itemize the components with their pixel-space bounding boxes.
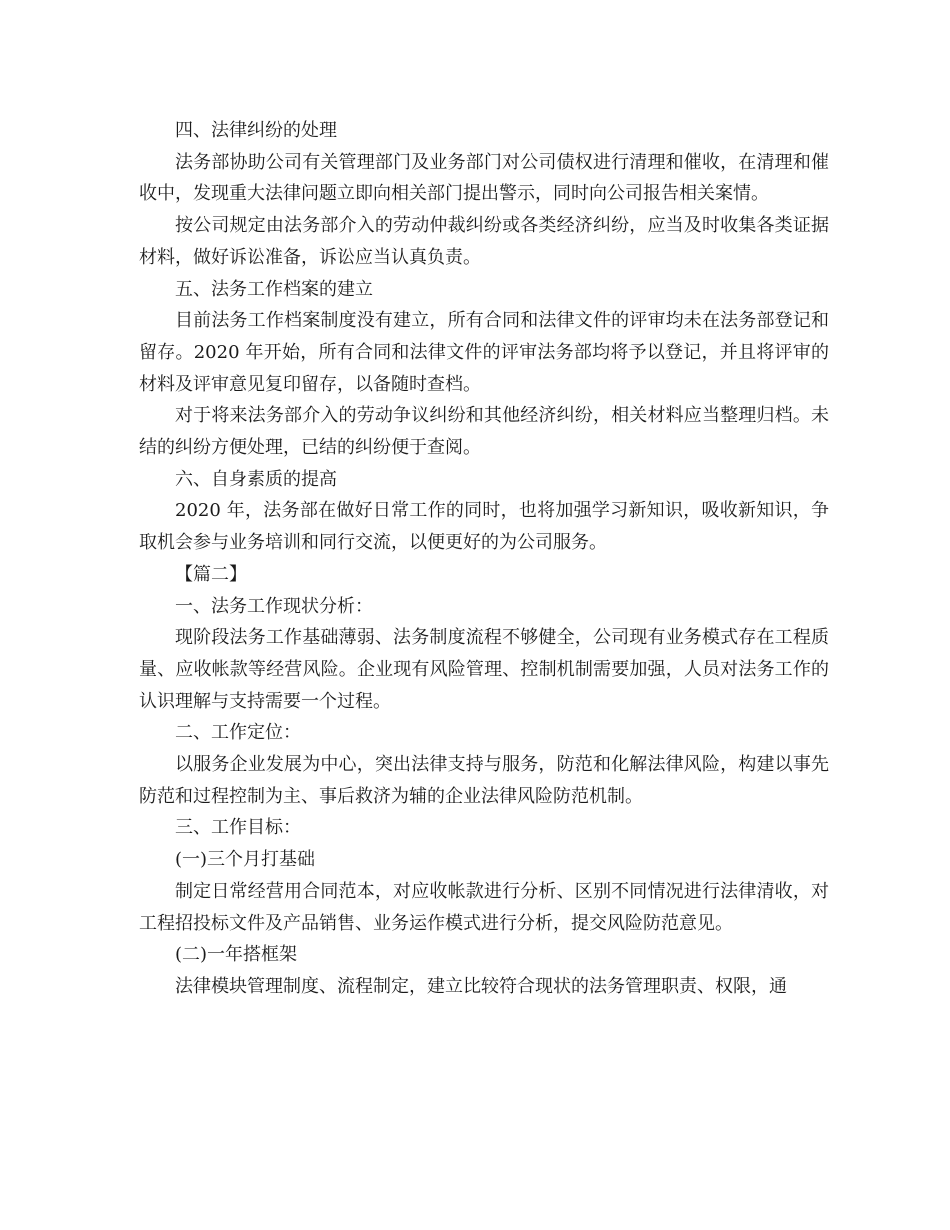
chapter-heading-part-two: 【篇二】 [175,563,247,585]
section-heading-legal-disputes: 四、法律纠纷的处理 [175,120,337,141]
subsection-heading-three-months: (一)三个月打基础 [175,849,316,871]
paragraph: 法务部协助公司有关管理部门及业务部门对公司债权进行清理和催收，在清理和催收中，发现重大法律问题立即向相关部门提出警示，同时向公司报告相关案情。 [139,151,829,205]
paragraph: 以服务企业发展为中心，突出法律支持与服务，防范和化解法律风险，构建以事先防范和过程控制为主、事后救济为辅的企业法律风险防范机制。 [139,754,829,807]
subsection-heading-one-year: (二)一年搭框架 [175,944,298,966]
paragraph: 2020 年，法务部在做好日常工作的同时，也将加强学习新知识，吸收新知识，争取机会参与业务培训和同行交流，以便更好的为公司服务。 [139,500,829,554]
section-heading-positioning: 二、工作定位： [175,722,301,744]
paragraph: 目前法务工作档案制度没有建立，所有合同和法律文件的评审均未在法务部登记和留存。2020 年开始，所有合同和法律文件的评审法务部均将予以登记，并且将评审的材料及评审意见复印留存，以备随时查档。 [139,310,829,395]
document-body [139,115,829,1003]
paragraph: 按公司规定由法务部介入的劳动仲裁纠纷或各类经济纠纷，应当及时收集各类证据材料，做好诉讼准备，诉讼应当认真负责。 [139,215,829,268]
paragraph: 对于将来法务部介入的劳动争议纠纷和其他经济纠纷，相关材料应当整理归档。未结的纠纷方便处理，已结的纠纷便于查阅。 [139,405,829,459]
section-heading-status-analysis: 一、法务工作现状分析： [175,595,373,617]
paragraph: 法律模块管理制度、流程制定，建立比较符合现状的法务管理职责、权限，通 [175,975,787,997]
section-heading-self-improvement: 六、自身素质的提高 [175,468,337,490]
paragraph: 制定日常经营用合同范本，对应收帐款进行分析、区别不同情况进行法律清收，对工程招投标文件及产品销售、业务运作模式进行分析，提交风险防范意见。 [139,880,829,934]
section-heading-archives: 五、法务工作档案的建立 [175,278,373,300]
section-heading-goals: 三、工作目标： [175,817,301,839]
paragraph: 现阶段法务工作基础薄弱、法务制度流程不够健全，公司现有业务模式存在工程质量、应收帐款等经营风险。企业现有风险管理、控制机制需要加强，人员对法务工作的认识理解与支持需要一个过程。 [139,627,829,712]
